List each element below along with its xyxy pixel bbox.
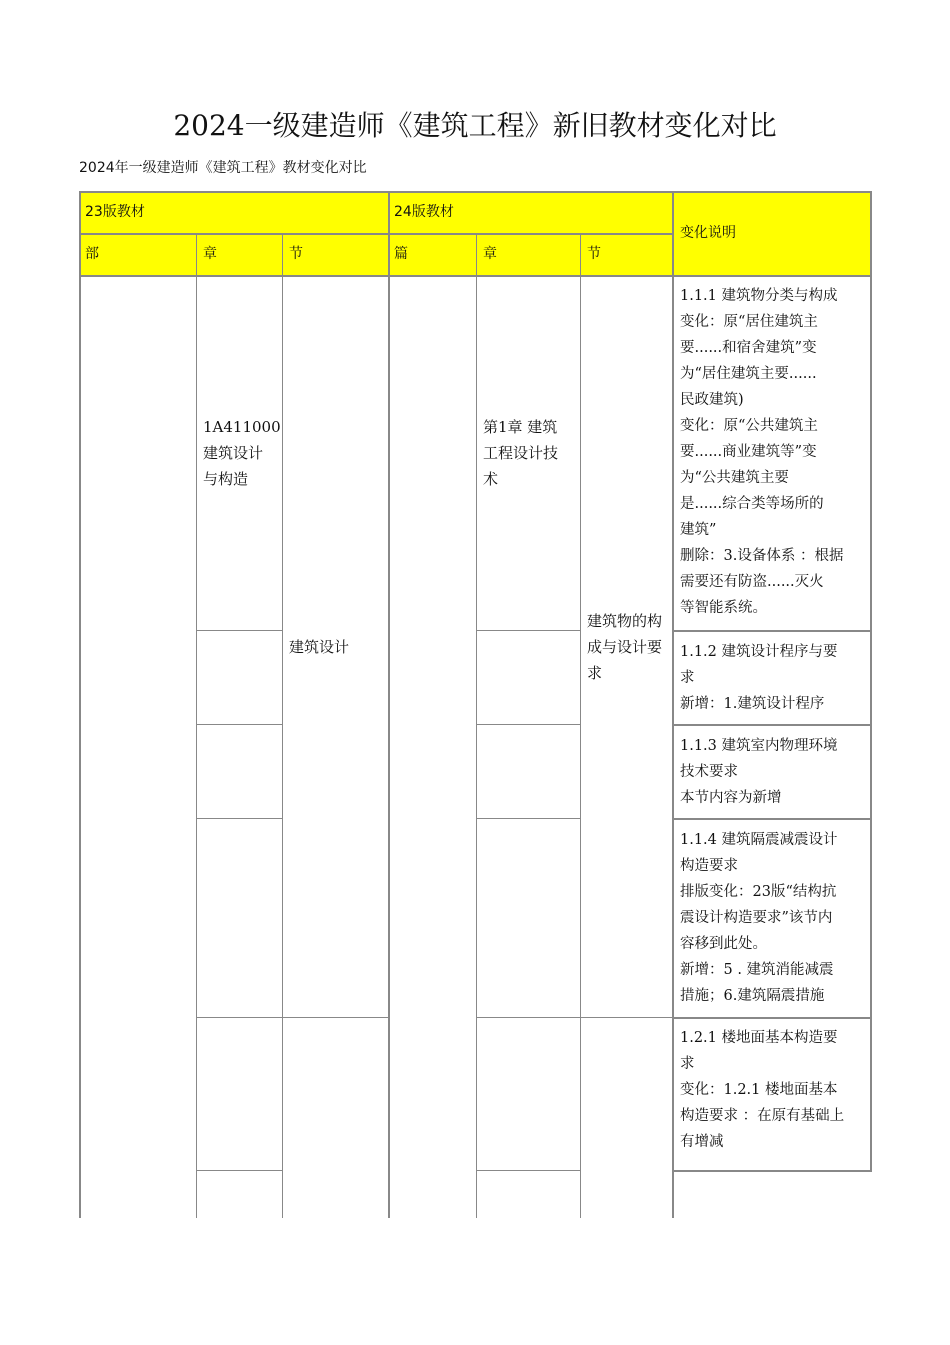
header-section-24: 节 <box>587 246 601 262</box>
table-line <box>477 724 581 725</box>
table-line <box>79 191 81 1218</box>
table-line <box>673 630 872 632</box>
header-section-23: 节 <box>289 246 303 262</box>
table-line <box>673 724 872 726</box>
change-note-4: 1.1.4 建筑隔震减震设计 构造要求 排版变化：23版“结构抗 震设计构造要求”该节内 容移到此处。 新增：5 . 建筑消能减震 措施；6.建筑隔震措施 <box>680 832 838 1004</box>
section-24-text: 建筑物的构 成与设计要 求 <box>587 612 663 682</box>
table-line <box>673 191 872 193</box>
table-line <box>673 1017 872 1019</box>
table-line <box>79 233 673 235</box>
table-line <box>477 1170 581 1171</box>
table-line <box>673 818 872 820</box>
table-line <box>388 191 390 1218</box>
change-note-3: 1.1.3 建筑室内物理环境 技术要求 本节内容为新增 <box>680 738 838 806</box>
change-note-2: 1.1.2 建筑设计程序与要 求 新增：1.建筑设计程序 <box>680 644 838 712</box>
table-line <box>477 818 581 819</box>
table-line <box>197 1017 389 1018</box>
header-chapter-23: 章 <box>203 246 217 262</box>
table-line <box>197 724 283 725</box>
table-line <box>197 630 283 631</box>
change-note-1: 1.1.1 建筑物分类与构成 变化：原“居住建筑主 要......和宿舍建筑”变 为“居住建筑主要...... 民政建筑) 变化：原“公共建筑主 要......商业建筑等”变 为“公共建筑主要 是......综合类等场所的 建筑” 删除：3.设备体系 ：根据 需要还有防盗......灭火 等智能系统。 <box>680 288 844 616</box>
table-line <box>672 191 674 1218</box>
chapter-24-text: 第1章 建筑 工程设计技 术 <box>483 418 559 488</box>
table-line <box>673 1170 872 1172</box>
header-24-edition: 24版教材 <box>394 204 454 220</box>
section-23-text: 建筑设计 <box>289 638 350 656</box>
table-line <box>477 630 581 631</box>
change-note-5: 1.2.1 楼地面基本构造要 求 变化：1.2.1 楼地面基本 构造要求 ：在原有基础上 有增减 <box>680 1030 845 1150</box>
header-chapter-24: 章 <box>483 246 497 262</box>
table-line <box>282 233 283 1218</box>
page-title: 2024一级建造师《建筑工程》新旧教材变化对比 <box>173 109 777 142</box>
header-change-description: 变化说明 <box>680 225 736 241</box>
table-line <box>197 818 283 819</box>
table-line <box>580 233 581 1218</box>
header-bu: 部 <box>85 246 99 262</box>
header-23-edition: 23版教材 <box>85 204 145 220</box>
header-pian: 篇 <box>394 246 408 262</box>
table-line <box>477 1017 673 1018</box>
page-subtitle: 2024年一级建造师《建筑工程》教材变化对比 <box>79 160 367 176</box>
table-line <box>476 233 477 1218</box>
table-line <box>197 1170 283 1171</box>
table-line <box>196 233 197 1218</box>
chapter-23-text: 1A411000 建筑设计 与构造 <box>203 418 281 488</box>
table-line <box>79 191 673 193</box>
table-line <box>870 191 872 1172</box>
